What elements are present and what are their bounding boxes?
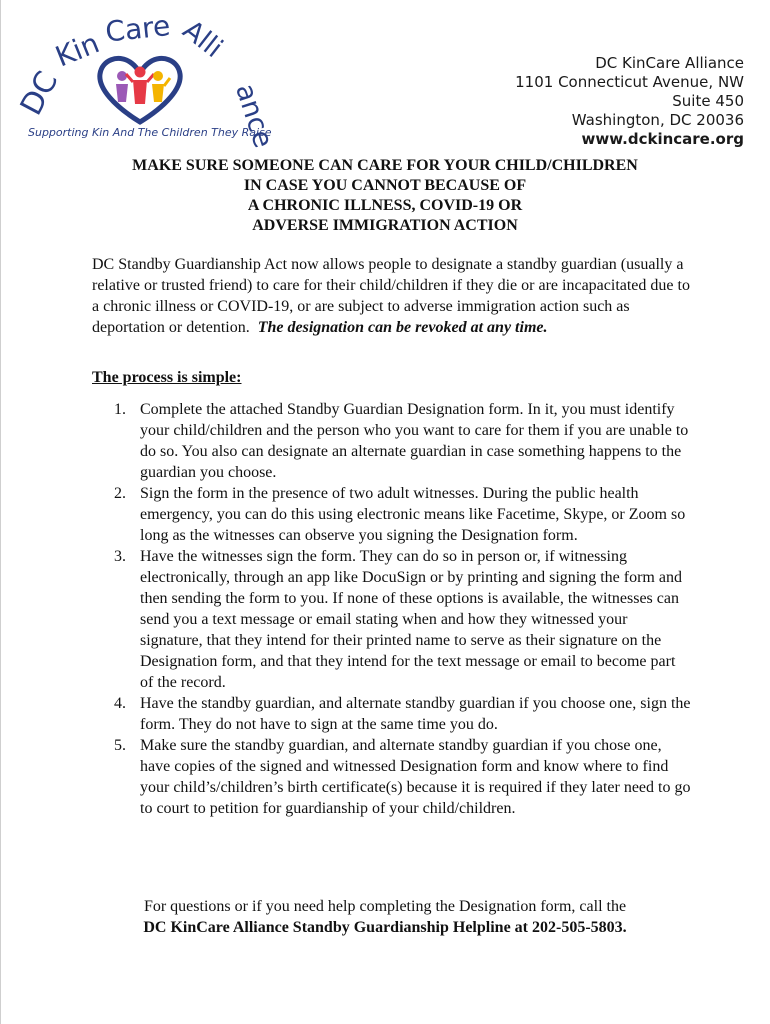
intro-emphasis: The designation can be revoked at any time.	[257, 319, 548, 336]
step-text: Have the witnesses sign the form. They can do so in person or, if witnessing electronically, through an app like DocuSign or by printing and signing the form and then sending the form to you. If none of these options is available, the witnesses can send you a text message or email stating when and how they witnessed your signature, that they intend for their printed name to serve as their signature on the Designation form, and that they intend for the text message or email to become part of the record.	[140, 548, 682, 691]
step-number: 1.	[114, 401, 126, 418]
list-item	[92, 693, 692, 735]
step-text: Complete the attached Standby Guardian Designation form. In it, you must identify your child/children and the person who you want to care for them if you are unable to do so. You also can designate an alternate guardian in case something happens to the guardian you choose.	[140, 401, 689, 481]
address-suite: Suite 450	[672, 92, 744, 110]
step-text: Have the standby guardian, and alternate standby guardian if you choose one, sign the form. They do not have to sign at the same time you do.	[140, 695, 691, 733]
list-item	[92, 483, 692, 546]
page-edge	[0, 0, 1, 1024]
family-figures-icon	[116, 67, 170, 105]
svg-text:Kin: Kin	[50, 26, 104, 74]
svg-text:ance: ance	[229, 80, 279, 152]
process-heading: The process is simple:	[92, 369, 242, 386]
headline-line-3: A CHRONIC ILLNESS, COVID-19 OR	[247, 197, 523, 214]
step-number: 3.	[114, 548, 126, 565]
helpline-text: DC KinCare Alliance Standby Guardianship Helpline at 202-505-5803.	[143, 919, 627, 936]
intro-text: DC Standby Guardianship Act now allows people to designate a standby guardian (usually a relative or trusted friend) to care for their child/children if they die or are incapacitated due to a chronic illness or COVID-19, or are subject to adverse immigration action such as deportation or detention.	[92, 256, 690, 336]
headline-line-1: MAKE SURE SOMEONE CAN CARE FOR YOUR CHILD/CHILDREN	[132, 157, 638, 174]
step-number: 2.	[114, 485, 126, 502]
list-item	[92, 546, 692, 693]
website-link[interactable]: www.dckincare.org	[581, 130, 744, 148]
address-org: DC KinCare Alliance	[595, 54, 744, 72]
process-steps-list	[92, 399, 692, 819]
svg-text:Alli: Alli	[176, 14, 229, 65]
step-number: 5.	[114, 737, 126, 754]
step-text: Sign the form in the presence of two adult witnesses. During the public health emergency, you can do this using electronic means like Facetime, Skype, or Zoom so long as the witnesses can observe you signing the Designation form.	[140, 485, 686, 544]
step-text: Make sure the standby guardian, and alternate standby guardian if you chose one, have copies of the signed and witnessed Designation form and know where to find your child’s/children’s birth certificate(s) because it is required if they later need to go to court to petition for guardianship of your child/children.	[140, 737, 691, 817]
footer-line-1: For questions or if you need help completing the Designation form, call the	[143, 898, 627, 915]
list-item	[92, 735, 692, 819]
logo-tagline: Supporting Kin And The Children They Raise	[28, 126, 272, 139]
step-number: 4.	[114, 695, 126, 712]
helpline-footer	[80, 896, 690, 938]
address-block	[515, 54, 744, 149]
page-title	[60, 156, 710, 236]
headline-line-2: IN CASE YOU CANNOT BECAUSE OF	[243, 177, 527, 194]
list-item	[92, 399, 692, 483]
address-street: 1101 Connecticut Avenue, NW	[515, 73, 744, 91]
headline-line-4: ADVERSE IMMIGRATION ACTION	[252, 217, 518, 234]
address-city: Washington, DC 20036	[571, 111, 744, 129]
svg-text:Care: Care	[103, 9, 172, 49]
svg-text:DC: DC	[13, 65, 66, 122]
intro-paragraph	[92, 254, 692, 338]
